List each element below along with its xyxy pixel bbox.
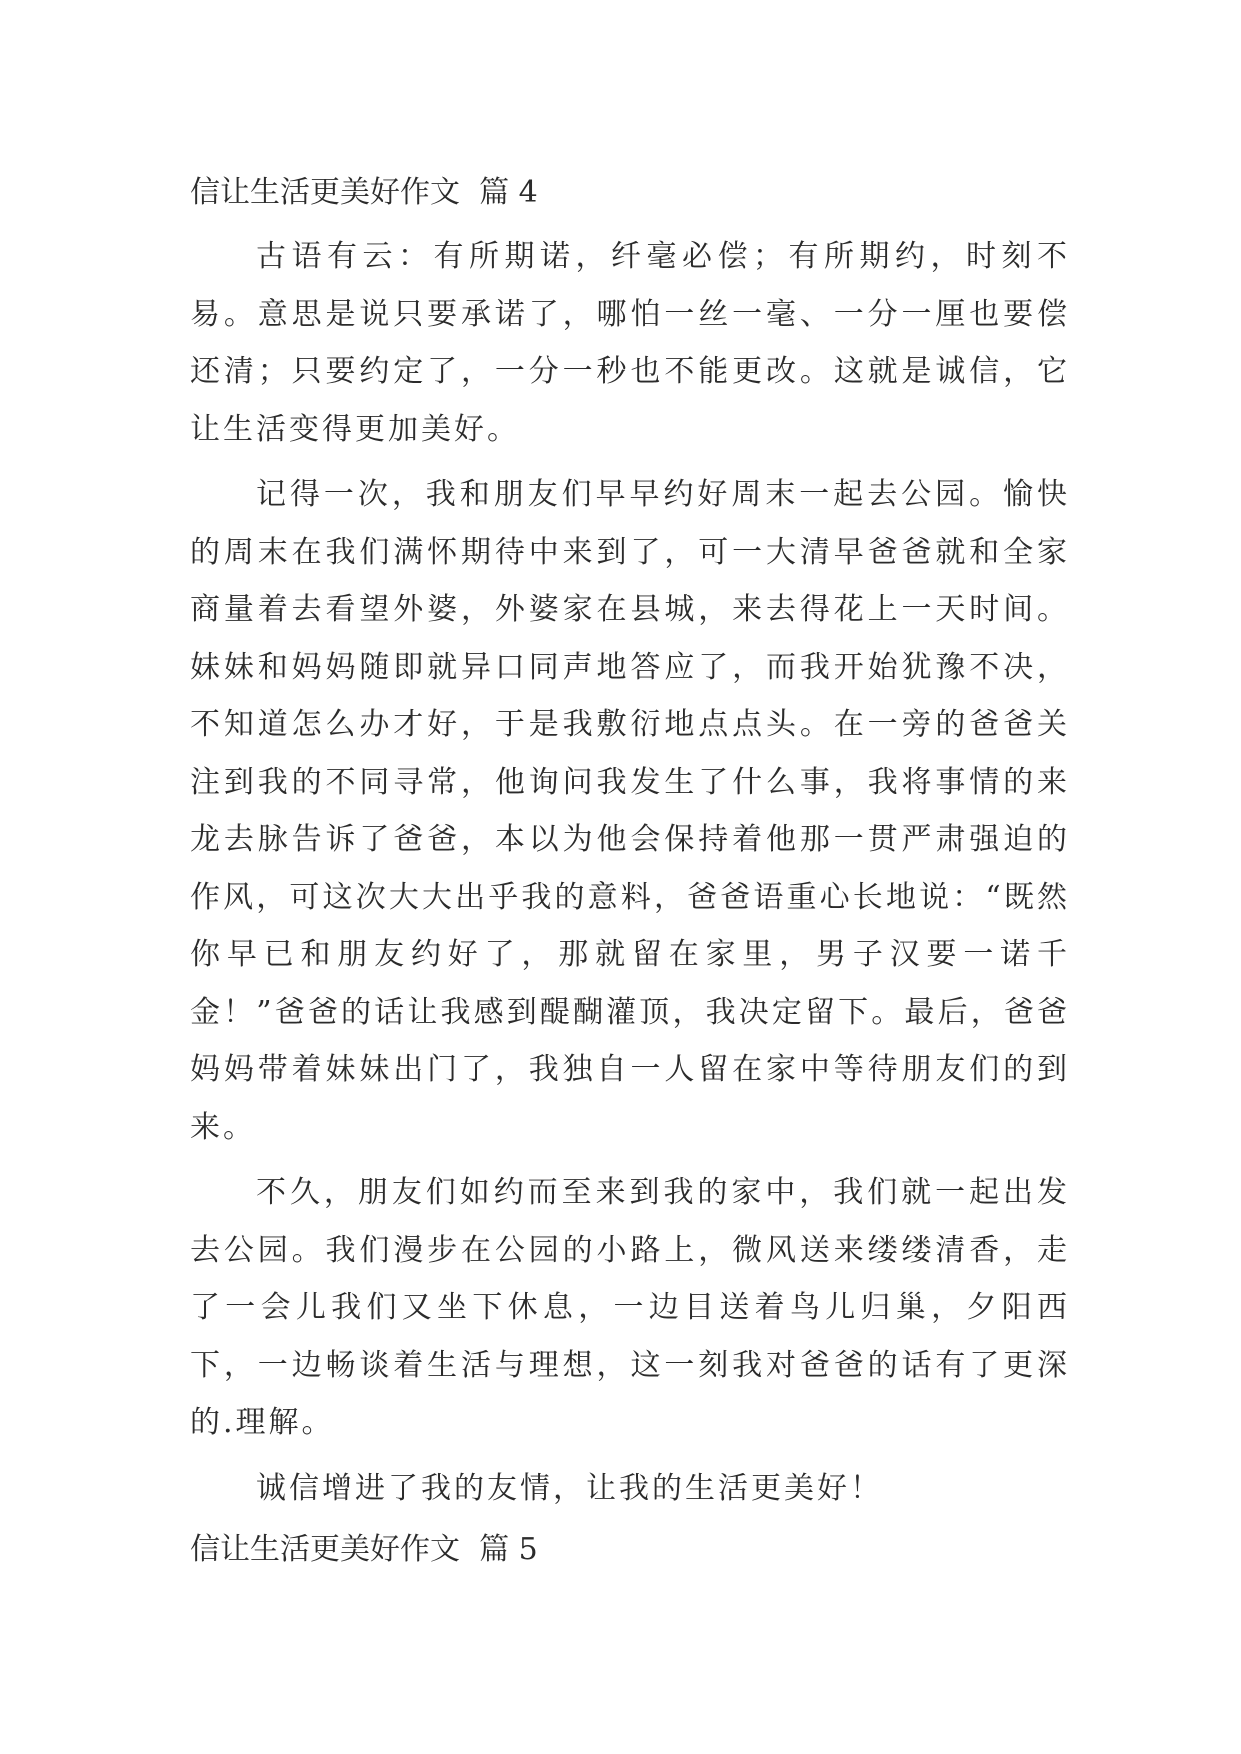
section-heading-4: 信让生活更美好作文 篇 4 — [190, 175, 538, 210]
document-content — [190, 160, 1070, 1583]
paragraph-1: 古语有云：有所期诺，纤毫必偿；有所期约，时刻不易。意思是说只要承诺了，哪怕一丝一毫、一分一厘也要偿还清；只要约定了，一分一秒也不能更改。这就是诚信，它让生活变得更加美好。 — [190, 239, 1070, 447]
paragraph-4: 诚信增进了我的友情，让我的生活更美好！ — [256, 1470, 883, 1506]
section-heading-5: 信让生活更美好作文 篇 5 — [190, 1532, 538, 1567]
paragraph-3: 不久，朋友们如约而至来到我的家中，我们就一起出发去公园。我们漫步在公园的小路上，微风送来缕缕清香，走了一会儿我们又坐下休息，一边目送着鸟儿归巢，夕阳西下，一边畅谈着生活与理想，这一刻我对爸爸的话有了更深的.理解。 — [190, 1175, 1070, 1440]
paragraph-2: 记得一次，我和朋友们早早约好周末一起去公园。愉快的周末在我们满怀期待中来到了，可一大清早爸爸就和全家商量着去看望外婆，外婆家在县城，来去得花上一天时间。妹妹和妈妈随即就异口同声地答应了，而我开始犹豫不决，不知道怎么办才好，于是我敷衍地点点头。在一旁的爸爸关注到我的不同寻常，他询问我发生了什么事，我将事情的来龙去脉告诉了爸爸，本以为他会保持着他那一贯严肃强迫的作风，可这次大大出乎我的意料，爸爸语重心长地说：“既然你早已和朋友约好了，那就留在家里，男子汉要一诺千金！”爸爸的话让我感到醍醐灌顶，我决定留下。最后，爸爸妈妈带着妹妹出门了，我独自一人留在家中等待朋友们的到来。 — [190, 477, 1070, 1145]
